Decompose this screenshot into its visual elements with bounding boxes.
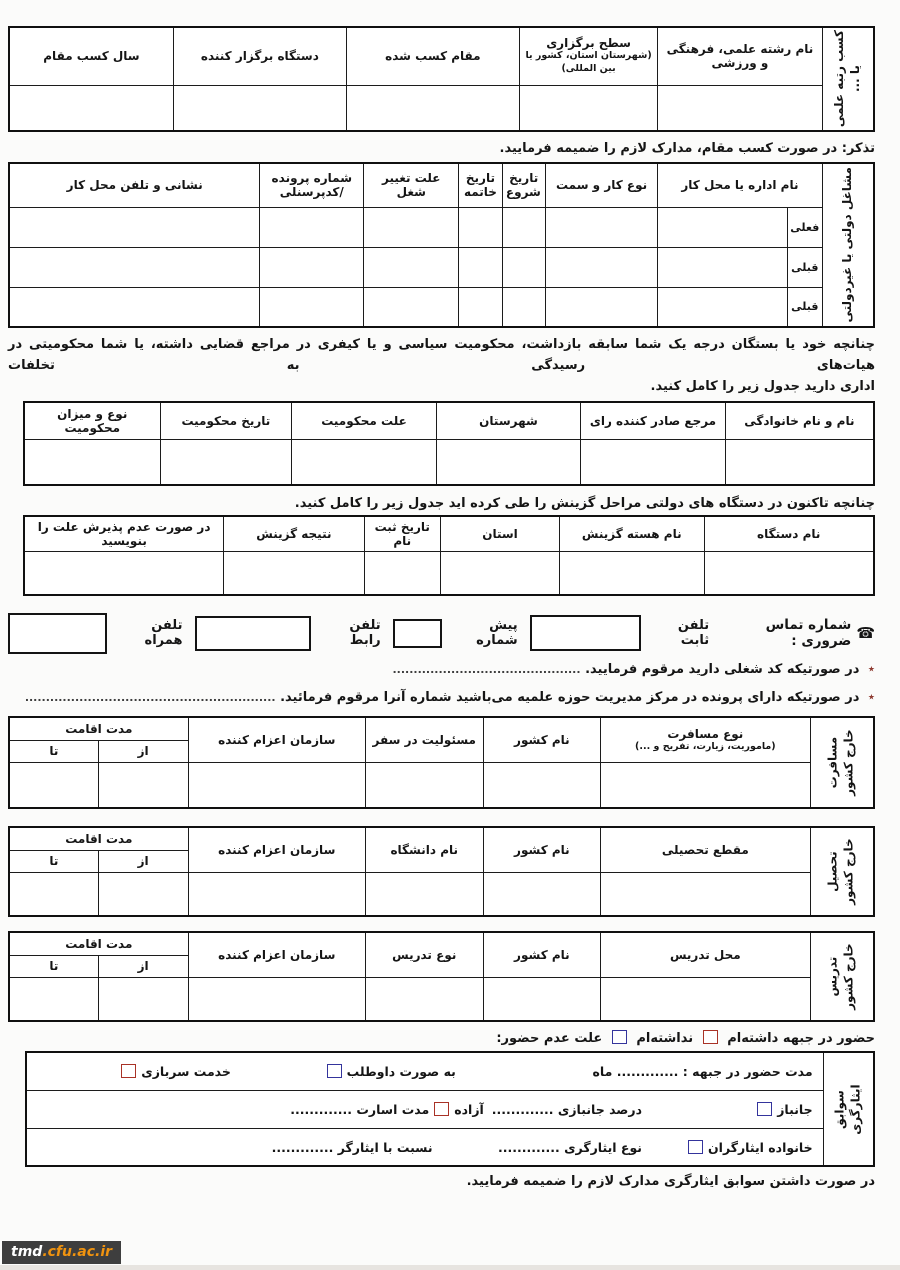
header-year: سال کسب مقام: [9, 27, 173, 85]
input-cell[interactable]: [9, 85, 173, 131]
veteran-relation-label: نسبت با ایثارگر .............: [271, 1139, 433, 1155]
input-cell[interactable]: [459, 287, 502, 327]
mobile-label: تلفن همراه: [144, 618, 183, 649]
front-present-checkbox[interactable]: [703, 1030, 718, 1044]
input-cell[interactable]: [98, 977, 188, 1021]
input-cell[interactable]: [9, 977, 98, 1021]
front-presence-label: حضور در جبهه داشته‌ام: [727, 1031, 875, 1047]
prefix-label: پیش شماره: [476, 618, 518, 649]
job-row-label: فعلی: [788, 207, 823, 247]
prefix-input[interactable]: [393, 619, 442, 648]
input-cell[interactable]: [725, 439, 874, 485]
azadeh-label: آزاده: [454, 1101, 484, 1117]
header-from: از: [98, 850, 188, 872]
achievements-vertical-label: کسب رتبه علمی یا ...: [822, 27, 874, 131]
input-cell[interactable]: [436, 439, 581, 485]
watermark-bold: tmd: [11, 1244, 43, 1260]
input-cell[interactable]: [188, 762, 365, 808]
header-province: استان: [441, 516, 560, 551]
input-cell[interactable]: [260, 247, 364, 287]
site-watermark: [2, 1241, 121, 1264]
input-cell[interactable]: [658, 287, 788, 327]
input-cell[interactable]: [365, 872, 483, 916]
header-office-name: نام اداره یا محل کار: [658, 163, 822, 207]
input-cell[interactable]: [658, 85, 822, 131]
input-cell[interactable]: [364, 207, 459, 247]
input-cell[interactable]: [365, 977, 483, 1021]
veteran-family-label: خانواده ایثارگران: [707, 1139, 813, 1155]
header-from: از: [98, 955, 188, 977]
liaison-phone-label: تلفن رابط: [349, 618, 381, 649]
input-cell[interactable]: [346, 85, 519, 131]
janbaz-item: [642, 1102, 813, 1117]
front-presence-line: [0, 1030, 875, 1046]
header-travel-type: نوع مسافرت (ماموریت، زیارت، تفریح و ...): [601, 717, 810, 762]
teaching-abroad-table: [8, 931, 875, 1022]
input-cell[interactable]: [9, 247, 260, 287]
header-end-date: تاریخ خاتمه: [459, 163, 502, 207]
travel-abroad-table: [8, 716, 875, 809]
input-cell[interactable]: [364, 551, 441, 595]
landline-label: تلفن ثابت: [677, 618, 710, 649]
achievements-table: [8, 26, 875, 132]
input-cell[interactable]: [502, 207, 545, 247]
azadeh-checkbox[interactable]: [434, 1102, 449, 1116]
front-absent-label: نداشته‌ام: [636, 1031, 694, 1047]
header-organizer: دستگاه برگزار کننده: [173, 27, 346, 85]
header-dispatch-org: سازمان اعزام کننده: [188, 827, 365, 872]
input-cell[interactable]: [364, 287, 459, 327]
input-cell[interactable]: [483, 762, 601, 808]
input-cell[interactable]: [502, 287, 545, 327]
header-stay-duration: مدت اقامت: [9, 717, 188, 740]
janbaz-checkbox[interactable]: [757, 1102, 772, 1116]
volunteer-label: به صورت داوطلب: [346, 1064, 456, 1080]
header-address: نشانی و تلفن محل کار: [9, 163, 260, 207]
seminary-file-dotted-line: ............................................................: [24, 691, 276, 705]
absence-reason-label: علت عدم حضور:: [496, 1031, 603, 1047]
header-degree-level: مقطع تحصیلی: [601, 827, 810, 872]
janbaz-label: جانباز: [777, 1101, 813, 1117]
travel-vertical-label: مسافرت خارج کشور: [810, 717, 874, 808]
header-stay-duration: مدت اقامت: [9, 932, 188, 955]
input-cell[interactable]: [601, 872, 810, 916]
veteran-family-checkbox[interactable]: [688, 1140, 703, 1154]
job-row-label: قبلی: [788, 287, 823, 327]
study-vertical-label: تحصیل خارج کشور: [810, 827, 874, 916]
study-abroad-table: [8, 826, 875, 917]
header-work-type: نوع کار و سمت: [545, 163, 657, 207]
jobcode-dotted-line: .............................................: [392, 663, 581, 677]
teaching-vertical-label: تدریس خارج کشور: [810, 932, 874, 1021]
input-cell[interactable]: [519, 85, 657, 131]
header-from: از: [98, 740, 188, 762]
input-cell[interactable]: [560, 551, 705, 595]
veterans-vertical-label: سوابق ایثارگری: [823, 1052, 874, 1166]
input-cell[interactable]: [658, 247, 788, 287]
input-cell[interactable]: [224, 551, 364, 595]
captivity-duration-label: مدت اسارت .............: [290, 1101, 430, 1117]
input-cell[interactable]: [292, 439, 437, 485]
input-cell[interactable]: [545, 287, 657, 327]
job-row-label: قبلی: [788, 247, 823, 287]
input-cell[interactable]: [581, 439, 726, 485]
military-service-checkbox[interactable]: [121, 1064, 136, 1078]
header-dispatch-org: سازمان اعزام کننده: [188, 932, 365, 977]
front-absent-checkbox[interactable]: [612, 1030, 627, 1044]
military-service-item: [116, 1064, 231, 1079]
input-cell[interactable]: [260, 287, 364, 327]
asterisk-icon: ٭: [867, 662, 875, 678]
input-cell[interactable]: [188, 977, 365, 1021]
scan-edge-strip: [0, 1265, 900, 1270]
header-to: تا: [9, 955, 98, 977]
input-cell[interactable]: [188, 872, 365, 916]
header-country: نام کشور: [483, 932, 601, 977]
achievements-note: تذکر: در صورت کسب مقام، مدارک لازم را ضمیمه فرمایید.: [499, 141, 875, 156]
input-cell[interactable]: [24, 439, 160, 485]
input-cell[interactable]: [459, 247, 502, 287]
input-cell[interactable]: [9, 207, 260, 247]
military-service-label: خدمت سربازی: [141, 1064, 231, 1080]
header-selection-result: نتیجه گزینش: [224, 516, 364, 551]
header-rank: مقام کسب شده: [346, 27, 519, 85]
header-file-number: شماره پرونده /کدپرسنلی: [260, 163, 364, 207]
landline-input[interactable]: [530, 615, 642, 651]
input-cell[interactable]: [173, 85, 346, 131]
volunteer-item: [231, 1064, 456, 1079]
conviction-intro: چنانچه خود یا بستگان درجه یک شما سابقه بازداشت، محکومیت سیاسی و یا کیفری در مراجع قضایی داشته، یا شما محکومیتی در هیات‌های رسیدگی به تخلفات اداری دارید جدول زیر را کامل کنید.: [8, 337, 875, 394]
input-cell[interactable]: [9, 287, 260, 327]
header-dispatch-org: سازمان اعزام کننده: [188, 717, 365, 762]
header-trip-role: مسئولیت در سفر: [365, 717, 483, 762]
header-teaching-place: محل تدریس: [601, 932, 810, 977]
input-cell[interactable]: [9, 872, 98, 916]
emergency-contact-title: شماره تماس ضروری :: [765, 617, 852, 650]
input-cell[interactable]: [483, 872, 601, 916]
emergency-contact-row: [8, 613, 875, 653]
asterisk-icon: ٭: [867, 690, 875, 706]
input-cell[interactable]: [704, 551, 874, 595]
header-start-date: تاریخ شروع: [502, 163, 545, 207]
header-stay-duration: مدت اقامت: [9, 827, 188, 850]
veterans-row-family: [26, 1128, 823, 1166]
sacrifice-type-label: نوع ایثارگری .............: [498, 1139, 642, 1155]
input-cell[interactable]: [441, 551, 560, 595]
header-conviction-type: نوع و میزان محکومیت: [24, 402, 160, 439]
veterans-row-janbaz: [26, 1090, 823, 1128]
input-cell[interactable]: [545, 247, 657, 287]
input-cell[interactable]: [160, 439, 292, 485]
header-level: سطح برگزاری (شهرستان استان، کشور یا بین المللی): [519, 27, 657, 85]
header-selection-core: نام هسته گزینش: [560, 516, 705, 551]
header-registration-date: تاریخ ثبت نام: [364, 516, 441, 551]
input-cell[interactable]: [98, 762, 188, 808]
input-cell[interactable]: [545, 207, 657, 247]
jobs-table: [8, 162, 875, 328]
header-rejection-reason: در صورت عدم پذیرش علت را بنویسید: [24, 516, 224, 551]
input-cell[interactable]: [459, 207, 502, 247]
veteran-family-item: [642, 1140, 813, 1155]
header-country: نام کشور: [483, 827, 601, 872]
header-field-name: نام رشته علمی، فرهنگی و ورزشی: [658, 27, 822, 85]
watermark-domain: .cfu.ac.ir: [42, 1244, 113, 1260]
jobcode-note-text: در صورتیکه کد شغلی دارید مرقوم فرمایید.: [585, 662, 860, 678]
phone-icon: ☎: [856, 624, 875, 643]
disability-percent-label: درصد جانبازی .............: [491, 1101, 642, 1117]
header-agency-name: نام دستگاه: [704, 516, 874, 551]
convictions-table: [23, 401, 875, 486]
input-cell[interactable]: [502, 247, 545, 287]
mobile-input[interactable]: [8, 613, 107, 654]
seminary-file-note-text: در صورتیکه دارای پرونده در مرکز مدیریت حوزه علمیه می‌باشید شماره آنرا مرقوم فرمائید.: [280, 690, 860, 706]
header-city: شهرستان: [436, 402, 581, 439]
seminary-file-note: [0, 690, 875, 705]
header-to: تا: [9, 740, 98, 762]
input-cell[interactable]: [483, 977, 601, 1021]
input-cell[interactable]: [601, 762, 810, 808]
input-cell[interactable]: [260, 207, 364, 247]
input-cell[interactable]: [364, 247, 459, 287]
input-cell[interactable]: [365, 762, 483, 808]
veterans-table: [25, 1051, 875, 1167]
veterans-documents-note: در صورت داشتن سوابق ایثارگری مدارک لازم را ضمیمه فرمایید.: [466, 1174, 875, 1190]
header-conviction-cause: علت محکومیت: [292, 402, 437, 439]
liaison-phone-input[interactable]: [195, 616, 310, 651]
input-cell[interactable]: [24, 551, 224, 595]
front-duration-label: مدت حضور در جبهه : ............. ماه: [592, 1064, 813, 1080]
header-change-reason: علت تغییر شغل: [364, 163, 459, 207]
header-full-name: نام و نام خانوادگی: [725, 402, 874, 439]
input-cell[interactable]: [658, 207, 788, 247]
header-to: تا: [9, 850, 98, 872]
input-cell[interactable]: [9, 762, 98, 808]
input-cell[interactable]: [98, 872, 188, 916]
header-teaching-type: نوع تدریس: [365, 932, 483, 977]
header-conviction-date: تاریخ محکومیت: [160, 402, 292, 439]
volunteer-checkbox[interactable]: [327, 1064, 342, 1078]
gozinesh-intro: چنانچه تاکنون در دستگاه های دولتی مراحل گزینش را طی کرده اید جدول زیر را کامل کنید.: [294, 496, 875, 512]
header-university: نام دانشگاه: [365, 827, 483, 872]
veterans-row-front-duration: [26, 1052, 823, 1090]
header-country: نام کشور: [483, 717, 601, 762]
header-issuing-authority: مرجع صادر کننده رای: [581, 402, 726, 439]
azadeh-item: [429, 1102, 484, 1117]
input-cell[interactable]: [601, 977, 810, 1021]
gozinesh-table: [23, 515, 875, 596]
jobcode-note: [0, 662, 875, 677]
jobs-vertical-label: مشاغل دولتی یا غیردولتی: [822, 163, 874, 327]
